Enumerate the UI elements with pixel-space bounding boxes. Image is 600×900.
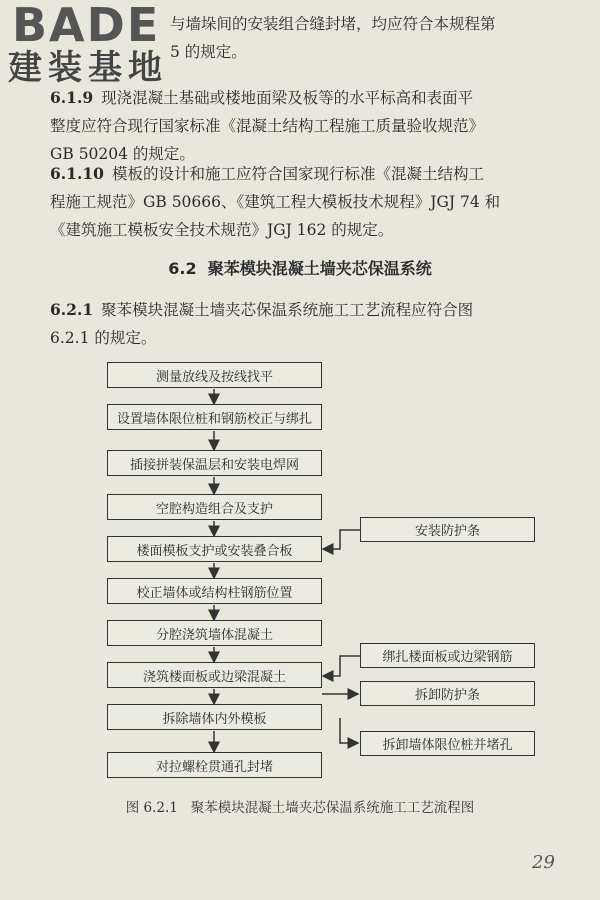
logo-text-cn: 建装基地 [8, 48, 168, 88]
clause-number: 6.1.10 [50, 164, 104, 183]
clause-number: 6.2.1 [50, 300, 94, 319]
flow-step-1: 测量放线及按线找平 [107, 362, 322, 388]
connector-side-4 [340, 718, 358, 743]
figure-caption [0, 796, 600, 816]
section-title-text: 聚苯模块混凝土墙夹芯保温系统 [207, 259, 432, 278]
flow-step-2: 设置墙体限位桩和钢筋校正与绑扎 [107, 404, 322, 430]
clause-text-line1: 模板的设计和施工应符合国家现行标准《混凝土结构工 [111, 165, 484, 183]
flow-step-9: 拆除墙体内外模板 [107, 704, 322, 730]
clause-text-line1: 现浇混凝土基础或楼地面梁及板等的水平标高和表面平 [101, 89, 474, 107]
connector-side-2 [323, 656, 360, 676]
flow-step-4: 空腔构造组合及支护 [107, 494, 322, 520]
figure-number: 图 6.2.1 [125, 800, 178, 816]
flow-step-6: 校正墙体或结构柱钢筋位置 [107, 578, 322, 604]
clause-text-line2: 6.2.1 的规定。 [50, 329, 157, 347]
flow-step-7: 分腔浇筑墙体混凝土 [107, 620, 322, 646]
flow-step-5: 楼面模板支护或安装叠合板 [107, 536, 322, 562]
section-number: 6.2 [168, 259, 197, 278]
flow-step-10: 对拉螺栓贯通孔封堵 [107, 752, 322, 778]
clause-text-line2: 程施工规范》GB 50666、《建筑工程大模板技术规程》JGJ 74 和 [50, 193, 501, 211]
flow-step-3: 插接拼装保温层和安装电焊网 [107, 450, 322, 476]
clause-text-line3: 《建筑施工模板安全技术规范》JGJ 162 的规定。 [50, 221, 394, 239]
flow-side-step-1: 安装防护条 [360, 517, 535, 542]
flow-side-step-2: 绑扎楼面板或边梁钢筋 [360, 643, 535, 668]
page-number: 29 [532, 852, 555, 873]
flow-side-step-3: 拆卸防护条 [360, 681, 535, 706]
top-fragment-line2: 5 的规定。 [170, 43, 247, 61]
flow-step-8: 浇筑楼面板或边梁混凝土 [107, 662, 322, 688]
clause-text-line1: 聚苯模块混凝土墙夹芯保温系统施工工艺流程应符合图 [101, 301, 474, 319]
clause-text-line2: 整度应符合现行国家标准《混凝土结构工程施工质量验收规范》 [50, 117, 485, 135]
flow-side-step-4: 拆卸墙体限位桩并堵孔 [360, 731, 535, 756]
connector-side-1 [323, 530, 360, 549]
top-fragment-line1: 与墙垛间的安装组合缝封堵，均应符合本规程第 [170, 15, 496, 33]
figure-caption-text: 聚苯模块混凝土墙夹芯保温系统施工工艺流程图 [190, 800, 475, 816]
clause-number: 6.1.9 [50, 88, 94, 107]
clause-text-line3: GB 50204 的规定。 [50, 145, 195, 163]
logo-text-en: BADE [12, 0, 161, 52]
